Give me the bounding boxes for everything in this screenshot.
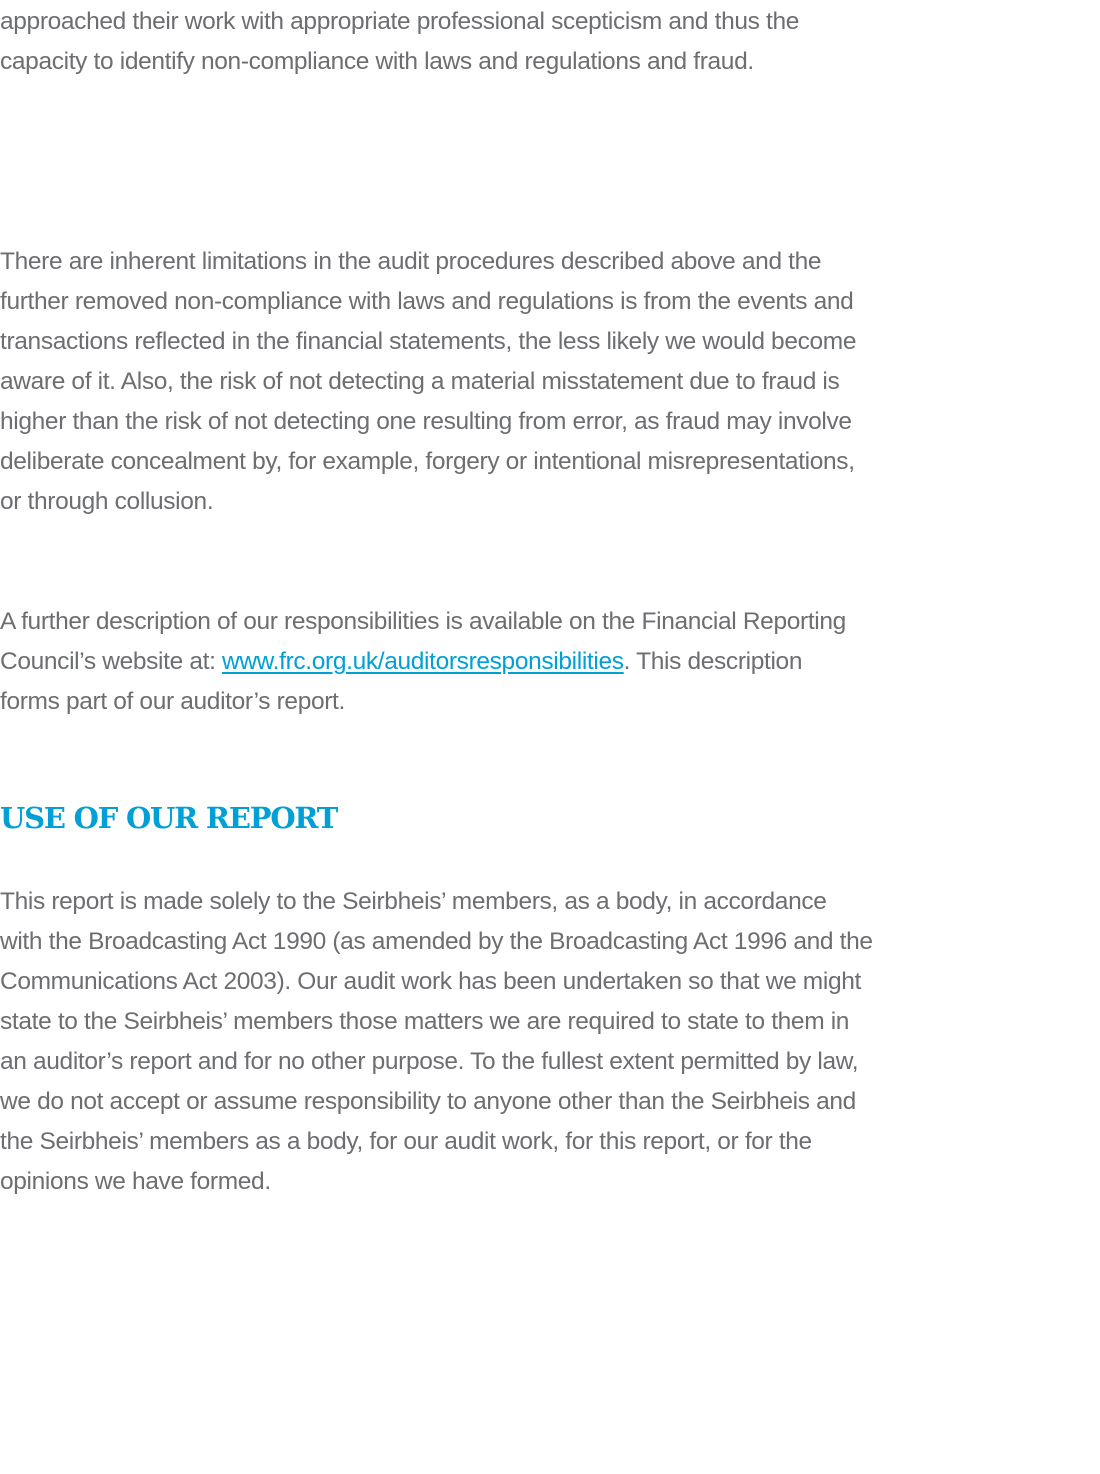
- text-line: approached their work with appropriate professional scepticism and thus the: [0, 8, 800, 35]
- text-line: A further description of our responsibilities is available on the Financial Reporting: [0, 608, 846, 635]
- text-line: transactions reflected in the financial statements, the less likely we would become: [0, 328, 857, 355]
- section-heading-use-of-our-report: USE OF OUR REPORT: [0, 801, 338, 835]
- paragraph-further-description: [0, 602, 1100, 722]
- paragraph-inherent-limitations: [0, 242, 1100, 522]
- frc-responsibilities-link[interactable]: www.frc.org.uk/auditorsresponsibilities: [222, 648, 624, 675]
- text-segment: . This description: [623, 648, 803, 675]
- paragraph-professional-scepticism: [0, 2, 1100, 82]
- text-line: further removed non-compliance with laws and regulations is from the events and: [0, 288, 854, 315]
- text-line: higher than the risk of not detecting one resulting from error, as fraud may involve: [0, 408, 852, 435]
- text-line: we do not accept or assume responsibility to anyone other than the Seirbheis and: [0, 1088, 856, 1115]
- text-line: forms part of our auditor’s report.: [0, 688, 345, 715]
- text-line: aware of it. Also, the risk of not detecting a material misstatement due to fraud is: [0, 368, 840, 395]
- text-line: opinions we have formed.: [0, 1168, 271, 1195]
- text-line: [0, 642, 1100, 682]
- text-line: capacity to identify non-compliance with laws and regulations and fraud.: [0, 48, 754, 75]
- text-segment: Council’s website at:: [0, 648, 222, 675]
- paragraph-use-of-report: [0, 882, 1100, 1202]
- text-line: an auditor’s report and for no other purpose. To the fullest extent permitted by law,: [0, 1048, 859, 1075]
- text-line: with the Broadcasting Act 1990 (as amended by the Broadcasting Act 1996 and the: [0, 928, 873, 955]
- text-line: Communications Act 2003). Our audit work has been undertaken so that we might: [0, 968, 861, 995]
- text-line: This report is made solely to the Seirbheis’ members, as a body, in accordance: [0, 888, 827, 915]
- text-line: deliberate concealment by, for example, forgery or intentional misrepresentations,: [0, 448, 855, 475]
- text-line: state to the Seirbheis’ members those matters we are required to state to them in: [0, 1008, 850, 1035]
- text-line: the Seirbheis’ members as a body, for our audit work, for this report, or for the: [0, 1128, 812, 1155]
- text-line: There are inherent limitations in the audit procedures described above and the: [0, 248, 822, 275]
- text-line: or through collusion.: [0, 488, 214, 515]
